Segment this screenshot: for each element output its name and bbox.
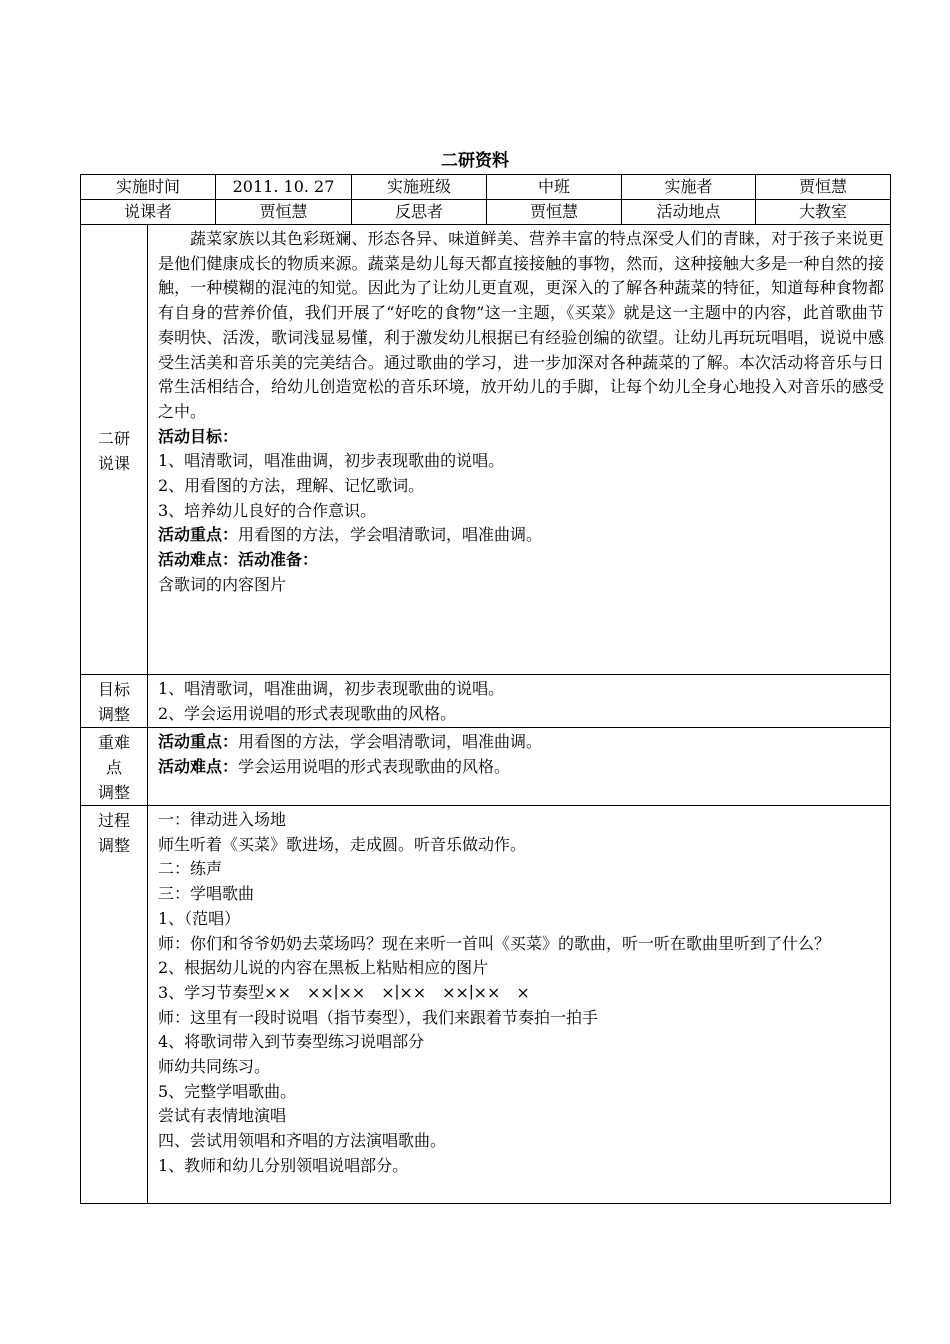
process-line: 师幼共同练习。: [158, 1057, 271, 1077]
header-cell: 说课者: [81, 200, 216, 225]
goal-item: 1、唱清歌词，唱准曲调，初步表现歌曲的说唱。: [158, 451, 505, 471]
goal-item: 3、培养幼儿良好的合作意识。: [158, 500, 377, 520]
goal-adjust-content: [148, 675, 891, 728]
goal-item: 2、用看图的方法，理解、记忆歌词。: [158, 476, 425, 496]
process-line: 师生听着《买菜》歌进场，走成圆。听音乐做动作。: [158, 834, 527, 854]
key-adjust-diff-line: 活动难点：学会运用说唱的形式表现歌曲的风格。: [158, 756, 511, 776]
header-row-2: [81, 200, 891, 225]
header-cell: 2011. 10. 27: [216, 175, 352, 200]
lesson-record-table: [80, 174, 891, 1204]
header-cell: 大教室: [756, 200, 891, 225]
key-point-text: 用看图的方法，学会唱清歌词，唱准曲调。: [238, 525, 543, 545]
shuoke-label: 二研 说课: [81, 225, 148, 675]
key-point-line: [158, 523, 884, 548]
header-row-1: [81, 175, 891, 200]
process-line: 5、完整学唱歌曲。: [158, 1081, 297, 1101]
intro-paragraph: 蔬菜家族以其色彩斑斓、形态各异、味道鲜美、营养丰富的特点深受人们的青睐，对于孩子来说更是他们健康成长的物质来源。蔬菜是幼儿每天都直接接触的事物，然而，这种接触大多是一种自然的接触，一种模糊的混沌的知觉。因此为了让幼儿更直观，更深入的了解各种蔬菜的特征，知道每种食物都有自身的营养价值，我们开展了“好吃的食物”这一主题，《买菜》就是这一主题中的内容，此首歌曲节奏明快、活泼，歌词浅显易懂，利于激发幼儿根据已有经验创编的欲望。让幼儿再玩玩唱唱，说说中感受生活美和音乐美的完美结合。通过歌曲的学习，进一步加深对各种蔬菜的了解。本次活动将音乐与日常生活相结合，给幼儿创造宽松的音乐环境，放开幼儿的手脚，让每个幼儿全身心地投入对音乐的感受之中。: [158, 229, 885, 421]
shuoke-content: [148, 225, 891, 675]
process-line: 师：这里有一段时说唱（指节奏型），我们来跟着节奏拍一拍手: [158, 1007, 599, 1027]
header-cell: 贾恒慧: [216, 200, 352, 225]
header-cell: 贾恒慧: [487, 200, 622, 225]
process-line: 4、将歌词带入到节奏型练习说唱部分: [158, 1032, 425, 1052]
process-line: 四、尝试用领唱和齐唱的方法演唱歌曲。: [158, 1131, 447, 1151]
key-adjust-label: 重难 点 调整: [81, 728, 148, 806]
document-title: 二研资料: [441, 151, 509, 171]
header-cell: 贾恒慧: [756, 175, 891, 200]
process-line: 2、根据幼儿说的内容在黑板上粘贴相应的图片: [158, 958, 489, 978]
header-cell: 实施者: [622, 175, 756, 200]
goals-heading: 活动目标：: [158, 426, 239, 446]
prep-text: 含歌词的内容图片: [158, 574, 287, 594]
process-line: 二：练声: [158, 859, 223, 879]
header-cell: 中班: [487, 175, 622, 200]
header-cell: 实施班级: [352, 175, 487, 200]
process-line: 尝试有表情地演唱: [158, 1106, 287, 1126]
header-cell: 反思者: [352, 200, 487, 225]
header-cell: 实施时间: [81, 175, 216, 200]
key-adjust-content: [148, 728, 891, 806]
shuoke-row: [81, 225, 891, 675]
goal-adjust-item: 2、学会运用说唱的形式表现歌曲的风格。: [158, 703, 457, 723]
header-cell: 活动地点: [622, 200, 756, 225]
process-line: 师：你们和爷爷奶奶去菜场吗？现在来听一首叫《买菜》的歌曲，听一听在歌曲里听到了什么？: [158, 933, 831, 953]
key-point-label: 活动重点：: [158, 525, 239, 545]
difficulty-prep-heading: 活动难点：活动准备：: [158, 550, 319, 570]
goal-adjust-label: 目标 调整: [81, 675, 148, 728]
process-line: 三：学唱歌曲: [158, 884, 255, 904]
key-adjust-key-line: 活动重点：用看图的方法，学会唱清歌词，唱准曲调。: [158, 732, 543, 751]
goal-adjust-row: [81, 675, 891, 728]
key-adjust-row: [81, 728, 891, 806]
process-adjust-row: [81, 806, 891, 1204]
goal-adjust-item: 1、唱清歌词，唱准曲调，初步表现歌曲的说唱。: [158, 679, 505, 698]
process-adjust-content: [148, 806, 891, 1204]
process-adjust-label: 过程 调整: [81, 806, 148, 1204]
process-line: 1、（范唱）: [158, 908, 241, 928]
process-line: 3、学习节奏型×× ××∣×× ×∣×× ××∣×× ×: [158, 982, 530, 1002]
process-line: 一：律动进入场地: [158, 810, 287, 829]
process-line: 1、教师和幼儿分别领唱说唱部分。: [158, 1155, 409, 1175]
